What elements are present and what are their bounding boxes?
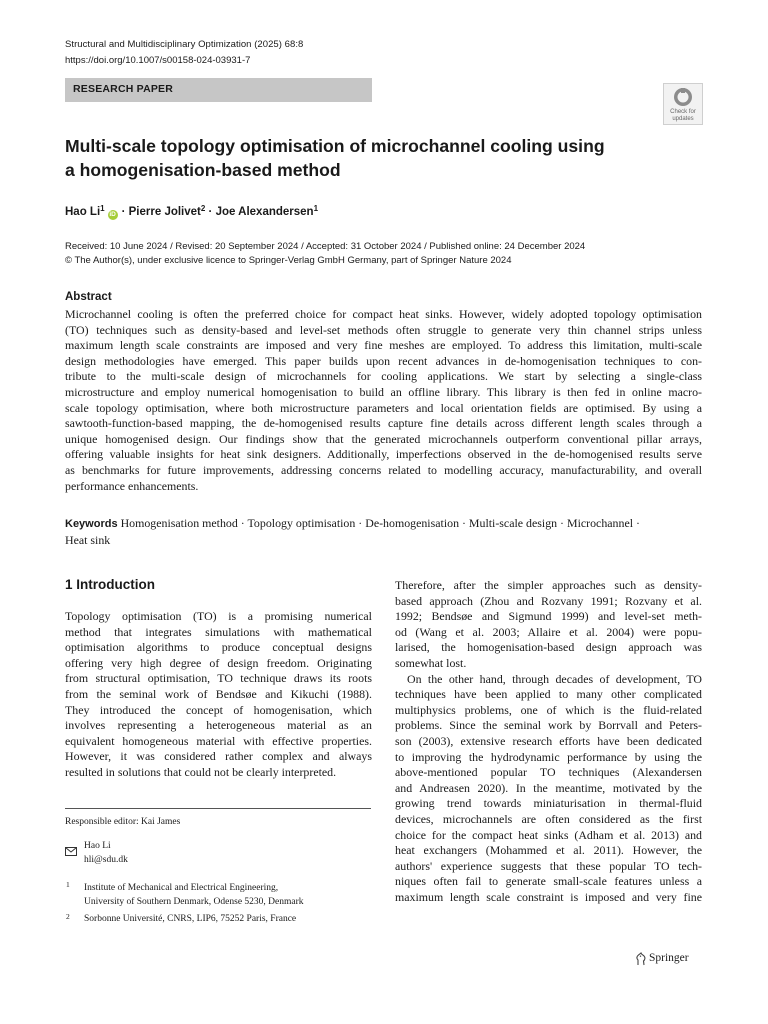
body-line: On the other hand, through decades of development, TO — [407, 671, 702, 686]
title-line-2: a homogenisation-based method — [65, 160, 341, 180]
keywords-line-1 — [65, 516, 705, 533]
author-name[interactable]: Hao Li — [65, 206, 101, 218]
author-separator: · — [208, 206, 213, 218]
author-affiliation-mark: 2 — [200, 204, 206, 213]
affiliation-2: Sorbonne Université, CNRS, LIP6, 75252 Paris, France — [84, 914, 297, 924]
body-line: techniques have been applied to many other complicated — [395, 687, 702, 702]
affiliation-1-line-1: Institute of Mechanical and Electrical Engineering, — [84, 883, 279, 893]
body-line: maximum length scale constraint is imposed and very fine — [395, 889, 702, 904]
check-updates-icon — [663, 83, 703, 125]
body-line: growing trend towards miniaturisation in thermal-fluid — [395, 796, 702, 811]
body-line: involves representing a heterogeneous material as an — [65, 718, 372, 733]
abstract-text — [65, 307, 702, 494]
body-line: multiphysics problems, one of which is the fluid-related — [395, 702, 702, 717]
body-line: od (Wang et al. 2003; Allaire et al. 2004) were popu- — [395, 624, 702, 639]
body-line: 1992; Bendsøe and Sigmund 1999) and level-set meth- — [395, 609, 702, 624]
article-title — [65, 134, 665, 182]
body-line: somewhat lost. — [395, 655, 467, 670]
article-type-bar — [65, 78, 372, 102]
affiliation-number: 2 — [66, 912, 70, 921]
body-line: method that integrates simulations with mathematical — [65, 624, 372, 639]
abstract-line: as benchmarks for future improvements, addressing concerns related to modelling accuracy, manufacturability, and overall — [65, 462, 702, 477]
keywords-list: Homogenisation method · Topology optimisation · De-homogenisation · Multi-scale design · Microchannel · — [120, 516, 640, 530]
body-line: to improving the hydrodynamic performance by using the — [395, 749, 702, 764]
body-line: above-mentioned popular TO techniques (Alexandersen — [395, 765, 702, 780]
keywords-block — [65, 516, 705, 548]
check-updates-text-1: Check for — [670, 109, 696, 115]
intro-right-column — [395, 578, 702, 905]
body-line: equivalent homogeneous material with effective properties. — [65, 733, 372, 748]
author-name[interactable]: Pierre Jolivet — [128, 206, 201, 218]
abstract-line: Microchannel cooling is often the preferred choice for compact heat sinks. However, widely adopted topology optimisation — [65, 307, 702, 321]
body-line: devices, microchannels are often considered as the first — [395, 811, 702, 826]
abstract-line: microstructure and employ numerical homogenisation to build an offline library. This library is then fed in online macro- — [65, 384, 702, 399]
corresponding-author-email[interactable]: hli@sdu.dk — [84, 855, 128, 865]
publisher-logo-text: Springer — [649, 952, 689, 964]
body-line: son (2003), extensive research efforts have been dedicated — [395, 733, 702, 748]
abstract-heading: Abstract — [65, 291, 112, 303]
author-affiliation-mark: 1 — [313, 204, 319, 213]
abstract-line: sawtooth-function-based mapping, the de-homogenised results capture fine details across different length scales through a — [65, 416, 702, 431]
keywords-line-2: Heat sink — [65, 532, 111, 547]
author-affiliation-mark: 1 — [100, 204, 105, 213]
abstract-line: maximum length scale constraints are imposed and very fine meshes are employed. To address this limitation, multi-scale — [65, 338, 702, 353]
title-line-1: Multi-scale topology optimisation of microchannel cooling using — [65, 136, 605, 156]
footnote-divider — [65, 808, 371, 809]
body-line: problems. Since the seminal work by Borrvall and Peters- — [395, 718, 702, 733]
body-line: They introduced the concept of homogenisation, which — [65, 702, 372, 717]
abstract-line: offering valuable insights for heat sink designers. Additionally, imperfections observed in the de-homogenised results serve — [65, 447, 702, 462]
author-name[interactable]: Joe Alexandersen — [215, 206, 314, 218]
affiliation-number: 1 — [66, 880, 70, 889]
body-line: from structural optimisation, TO technique draws its roots — [65, 671, 372, 686]
body-line: niques often fail to generate small-scale features unless a — [395, 874, 702, 889]
body-line: based approach (Zhou and Rozvany 1991; Rozvany et al. — [395, 593, 702, 608]
section-heading-introduction: 1 Introduction — [65, 577, 155, 592]
corresponding-author-name: Hao Li — [84, 841, 111, 851]
article-type-label: RESEARCH PAPER — [73, 83, 174, 95]
body-line: However, it was considered rather complex and always — [65, 749, 372, 764]
orcid-icon[interactable]: iD — [109, 211, 116, 218]
history-dates: Received: 10 June 2024 / Revised: 20 September 2024 / Accepted: 31 October 2024 / Published online: 24 December 2024 — [65, 241, 586, 252]
body-line: Topology optimisation (TO) is a promising numerical — [65, 609, 372, 623]
journal-citation: Structural and Multidisciplinary Optimization (2025) 68:8 — [65, 39, 304, 50]
responsible-editor: Responsible editor: Kai James — [65, 817, 181, 827]
affiliation-1 — [84, 882, 374, 909]
body-line: and Andreasen 2020). In the meantime, motivated by the — [395, 780, 702, 795]
springer-horse-icon — [635, 952, 647, 966]
mail-icon — [65, 843, 77, 852]
affiliation-1-line-2: University of Southern Denmark, Odense 5230, Denmark — [84, 896, 304, 907]
abstract-line: unique homogenised design. Our findings show that the generated microchannels outperform conventional pillar arrays, — [65, 431, 702, 446]
abstract-line: (TO) techniques such as density-based and level-set methods often struggle to generate very thin channel strips unless — [65, 322, 702, 337]
abstract-line: performance enhancements. — [65, 478, 199, 493]
body-line: optimisation algorithms to produce conceptual designs — [65, 640, 372, 655]
intro-left-column — [65, 609, 372, 781]
copyright-notice: © The Author(s), under exclusive licence to Springer-Verlag GmbH Germany, part of Springer Nature 2024 — [65, 255, 512, 266]
author-separator: · — [121, 206, 126, 218]
check-updates-text-2: updates — [672, 116, 694, 122]
body-line: offering very high degree of design freedom. Originating — [65, 655, 372, 670]
doi-link[interactable]: https://doi.org/10.1007/s00158-024-03931-7 — [65, 55, 251, 66]
keywords-heading: Keywords — [65, 518, 118, 530]
body-line: authors' experience suggests that these popular TO tech- — [395, 858, 702, 873]
abstract-line: tribute to the multi-scale design of microchannels for cooling applications. We start by selecting a single-class — [65, 369, 702, 384]
abstract-line: design methodologies have emerged. This paper builds upon recent advances in de-homogenisation techniques to con- — [65, 353, 702, 368]
author-list — [65, 204, 318, 220]
body-line: Therefore, after the simpler approaches such as density- — [395, 578, 702, 592]
body-line: choice for the compact heat sinks (Adham et al. 2013) and — [395, 827, 702, 842]
body-line: resulted in solutions that could not be clearly interpreted. — [65, 764, 337, 779]
body-line: from the seminal work of Bendsøe and Kikuchi (1988). — [65, 686, 372, 701]
check-updates-badge[interactable] — [663, 83, 703, 125]
body-line: heat exchangers (Mohammed et al. 2011). However, the — [395, 843, 702, 858]
abstract-line: scale topology optimisation, where both microstructure parameters and local orientation fields are optimised. By using a — [65, 400, 702, 415]
body-line: larised, the homogenisation-based design approach was — [395, 640, 702, 655]
